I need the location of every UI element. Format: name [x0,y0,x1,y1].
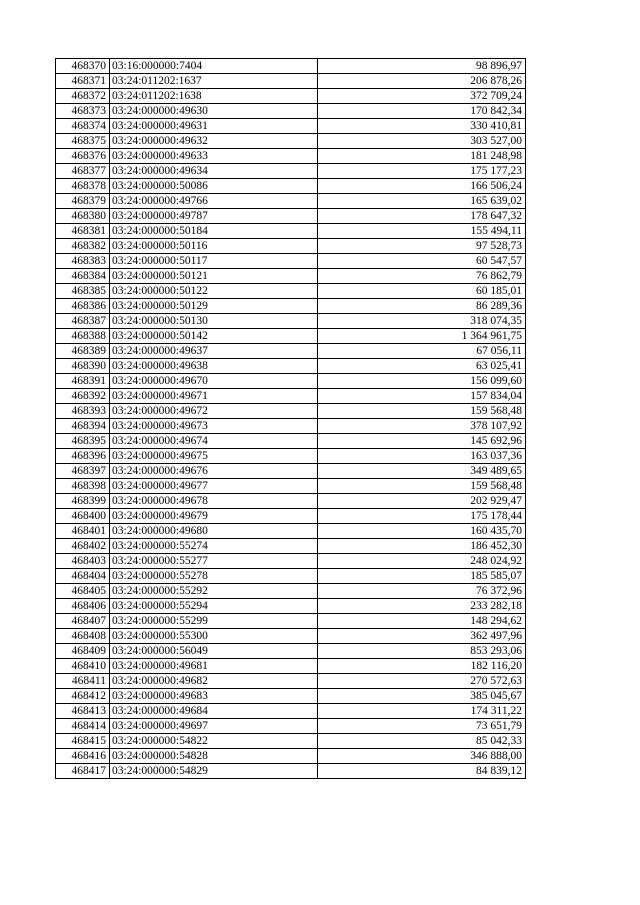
cadastral-number-cell: 03:24:000000:55274 [110,539,318,554]
amount-cell: 185 585,07 [318,569,526,584]
row-id-cell: 468407 [56,614,110,629]
table-row [56,344,526,359]
table-row [56,419,526,434]
amount-cell: 163 037,36 [318,449,526,464]
row-id-cell: 468402 [56,539,110,554]
amount-cell: 157 834,04 [318,389,526,404]
amount-cell: 202 929,47 [318,494,526,509]
cadastral-number-cell: 03:24:011202:1637 [110,74,318,89]
row-id-cell: 468381 [56,224,110,239]
row-id-cell: 468374 [56,119,110,134]
amount-cell: 60 547,57 [318,254,526,269]
table-row [56,584,526,599]
row-id-cell: 468408 [56,629,110,644]
table-row [56,599,526,614]
table-row [56,239,526,254]
table-row [56,464,526,479]
amount-cell: 159 568,48 [318,404,526,419]
cadastral-number-cell: 03:24:000000:55300 [110,629,318,644]
cadastral-number-cell: 03:24:000000:50121 [110,269,318,284]
cadastral-number-cell: 03:24:000000:54828 [110,749,318,764]
row-id-cell: 468371 [56,74,110,89]
row-id-cell: 468410 [56,659,110,674]
row-id-cell: 468409 [56,644,110,659]
table-row [56,524,526,539]
row-id-cell: 468389 [56,344,110,359]
table-row [56,314,526,329]
cadastral-number-cell: 03:24:000000:49677 [110,479,318,494]
amount-cell: 145 692,96 [318,434,526,449]
row-id-cell: 468376 [56,149,110,164]
cadastral-number-cell: 03:24:000000:50117 [110,254,318,269]
table-row [56,389,526,404]
row-id-cell: 468403 [56,554,110,569]
table-row [56,149,526,164]
table-row [56,374,526,389]
amount-cell: 330 410,81 [318,119,526,134]
amount-cell: 170 842,34 [318,104,526,119]
row-id-cell: 468373 [56,104,110,119]
table-row [56,269,526,284]
cadastral-number-cell: 03:24:000000:49632 [110,134,318,149]
row-id-cell: 468370 [56,59,110,74]
amount-cell: 182 116,20 [318,659,526,674]
amount-cell: 166 506,24 [318,179,526,194]
cadastral-number-cell: 03:24:000000:55299 [110,614,318,629]
row-id-cell: 468405 [56,584,110,599]
amount-cell: 160 435,70 [318,524,526,539]
amount-cell: 270 572,63 [318,674,526,689]
cadastral-number-cell: 03:24:000000:50130 [110,314,318,329]
cadastral-number-cell: 03:24:011202:1638 [110,89,318,104]
table-row [56,359,526,374]
table-row [56,659,526,674]
row-id-cell: 468392 [56,389,110,404]
cadastral-number-cell: 03:24:000000:56049 [110,644,318,659]
amount-cell: 85 042,33 [318,734,526,749]
cadastral-number-cell: 03:24:000000:49787 [110,209,318,224]
row-id-cell: 468378 [56,179,110,194]
table-row [56,119,526,134]
row-id-cell: 468386 [56,299,110,314]
amount-cell: 156 099,60 [318,374,526,389]
amount-cell: 165 639,02 [318,194,526,209]
amount-cell: 76 862,79 [318,269,526,284]
amount-cell: 318 074,35 [318,314,526,329]
amount-cell: 73 651,79 [318,719,526,734]
cadastral-number-cell: 03:24:000000:49673 [110,419,318,434]
amount-cell: 186 452,30 [318,539,526,554]
table-row [56,329,526,344]
cadastral-number-cell: 03:24:000000:49637 [110,344,318,359]
cadastral-number-cell: 03:24:000000:49679 [110,509,318,524]
amount-cell: 233 282,18 [318,599,526,614]
cadastral-number-cell: 03:16:000000:7404 [110,59,318,74]
amount-cell: 181 248,98 [318,149,526,164]
cadastral-number-cell: 03:24:000000:49697 [110,719,318,734]
amount-cell: 159 568,48 [318,479,526,494]
table-row [56,164,526,179]
row-id-cell: 468382 [56,239,110,254]
cadastral-number-cell: 03:24:000000:49681 [110,659,318,674]
amount-cell: 155 494,11 [318,224,526,239]
table-row [56,284,526,299]
row-id-cell: 468414 [56,719,110,734]
cadastral-number-cell: 03:24:000000:49672 [110,404,318,419]
cadastral-number-cell: 03:24:000000:55292 [110,584,318,599]
table-row [56,479,526,494]
table-row [56,554,526,569]
row-id-cell: 468396 [56,449,110,464]
cadastral-number-cell: 03:24:000000:49678 [110,494,318,509]
row-id-cell: 468393 [56,404,110,419]
row-id-cell: 468372 [56,89,110,104]
amount-cell: 1 364 961,75 [318,329,526,344]
table-row [56,509,526,524]
row-id-cell: 468400 [56,509,110,524]
amount-cell: 362 497,96 [318,629,526,644]
amount-cell: 86 289,36 [318,299,526,314]
table-row [56,89,526,104]
table-row [56,134,526,149]
cadastral-number-cell: 03:24:000000:50184 [110,224,318,239]
table-row [56,689,526,704]
table-row [56,539,526,554]
row-id-cell: 468415 [56,734,110,749]
amount-cell: 63 025,41 [318,359,526,374]
table-row [56,719,526,734]
cadastral-number-cell: 03:24:000000:49766 [110,194,318,209]
data-table [55,58,526,779]
row-id-cell: 468398 [56,479,110,494]
cadastral-number-cell: 03:24:000000:49633 [110,149,318,164]
amount-cell: 60 185,01 [318,284,526,299]
amount-cell: 853 293,06 [318,644,526,659]
cadastral-number-cell: 03:24:000000:50086 [110,179,318,194]
amount-cell: 174 311,22 [318,704,526,719]
table-row [56,629,526,644]
cadastral-number-cell: 03:24:000000:49680 [110,524,318,539]
amount-cell: 206 878,26 [318,74,526,89]
cadastral-number-cell: 03:24:000000:49634 [110,164,318,179]
table-row [56,569,526,584]
row-id-cell: 468383 [56,254,110,269]
amount-cell: 98 896,97 [318,59,526,74]
table-row [56,764,526,779]
table-row [56,734,526,749]
cadastral-number-cell: 03:24:000000:50122 [110,284,318,299]
row-id-cell: 468406 [56,599,110,614]
cadastral-number-cell: 03:24:000000:50129 [110,299,318,314]
cadastral-number-cell: 03:24:000000:49684 [110,704,318,719]
row-id-cell: 468404 [56,569,110,584]
row-id-cell: 468388 [56,329,110,344]
row-id-cell: 468375 [56,134,110,149]
table-row [56,749,526,764]
cadastral-number-cell: 03:24:000000:49674 [110,434,318,449]
row-id-cell: 468379 [56,194,110,209]
amount-cell: 84 839,12 [318,764,526,779]
row-id-cell: 468397 [56,464,110,479]
table-body [56,59,526,779]
table-row [56,704,526,719]
amount-cell: 175 178,44 [318,509,526,524]
row-id-cell: 468391 [56,374,110,389]
table-row [56,299,526,314]
amount-cell: 385 045,67 [318,689,526,704]
cadastral-number-cell: 03:24:000000:49682 [110,674,318,689]
cadastral-number-cell: 03:24:000000:55277 [110,554,318,569]
amount-cell: 67 056,11 [318,344,526,359]
cadastral-number-cell: 03:24:000000:54822 [110,734,318,749]
cadastral-number-cell: 03:24:000000:49676 [110,464,318,479]
table-row [56,179,526,194]
amount-cell: 346 888,00 [318,749,526,764]
row-id-cell: 468387 [56,314,110,329]
row-id-cell: 468412 [56,689,110,704]
row-id-cell: 468411 [56,674,110,689]
cadastral-number-cell: 03:24:000000:50142 [110,329,318,344]
table-row [56,404,526,419]
cadastral-number-cell: 03:24:000000:54829 [110,764,318,779]
table-row [56,449,526,464]
row-id-cell: 468385 [56,284,110,299]
amount-cell: 97 528,73 [318,239,526,254]
cadastral-number-cell: 03:24:000000:55278 [110,569,318,584]
row-id-cell: 468401 [56,524,110,539]
cadastral-number-cell: 03:24:000000:49683 [110,689,318,704]
row-id-cell: 468394 [56,419,110,434]
row-id-cell: 468395 [56,434,110,449]
amount-cell: 76 372,96 [318,584,526,599]
row-id-cell: 468384 [56,269,110,284]
amount-cell: 349 489,65 [318,464,526,479]
table-row [56,224,526,239]
table-row [56,74,526,89]
table-row [56,104,526,119]
table-row [56,209,526,224]
table-row [56,674,526,689]
amount-cell: 378 107,92 [318,419,526,434]
row-id-cell: 468380 [56,209,110,224]
row-id-cell: 468399 [56,494,110,509]
amount-cell: 148 294,62 [318,614,526,629]
table-row [56,194,526,209]
table-row [56,644,526,659]
amount-cell: 303 527,00 [318,134,526,149]
cadastral-number-cell: 03:24:000000:49630 [110,104,318,119]
row-id-cell: 468417 [56,764,110,779]
cadastral-number-cell: 03:24:000000:49631 [110,119,318,134]
row-id-cell: 468377 [56,164,110,179]
cadastral-number-cell: 03:24:000000:49675 [110,449,318,464]
table-row [56,494,526,509]
table-row [56,59,526,74]
cadastral-number-cell: 03:24:000000:49638 [110,359,318,374]
row-id-cell: 468390 [56,359,110,374]
table-row [56,614,526,629]
cadastral-number-cell: 03:24:000000:49671 [110,389,318,404]
cadastral-number-cell: 03:24:000000:55294 [110,599,318,614]
table-row [56,254,526,269]
row-id-cell: 468413 [56,704,110,719]
row-id-cell: 468416 [56,749,110,764]
amount-cell: 248 024,92 [318,554,526,569]
cadastral-number-cell: 03:24:000000:50116 [110,239,318,254]
amount-cell: 178 647,32 [318,209,526,224]
table-row [56,434,526,449]
amount-cell: 175 177,23 [318,164,526,179]
cadastral-number-cell: 03:24:000000:49670 [110,374,318,389]
amount-cell: 372 709,24 [318,89,526,104]
